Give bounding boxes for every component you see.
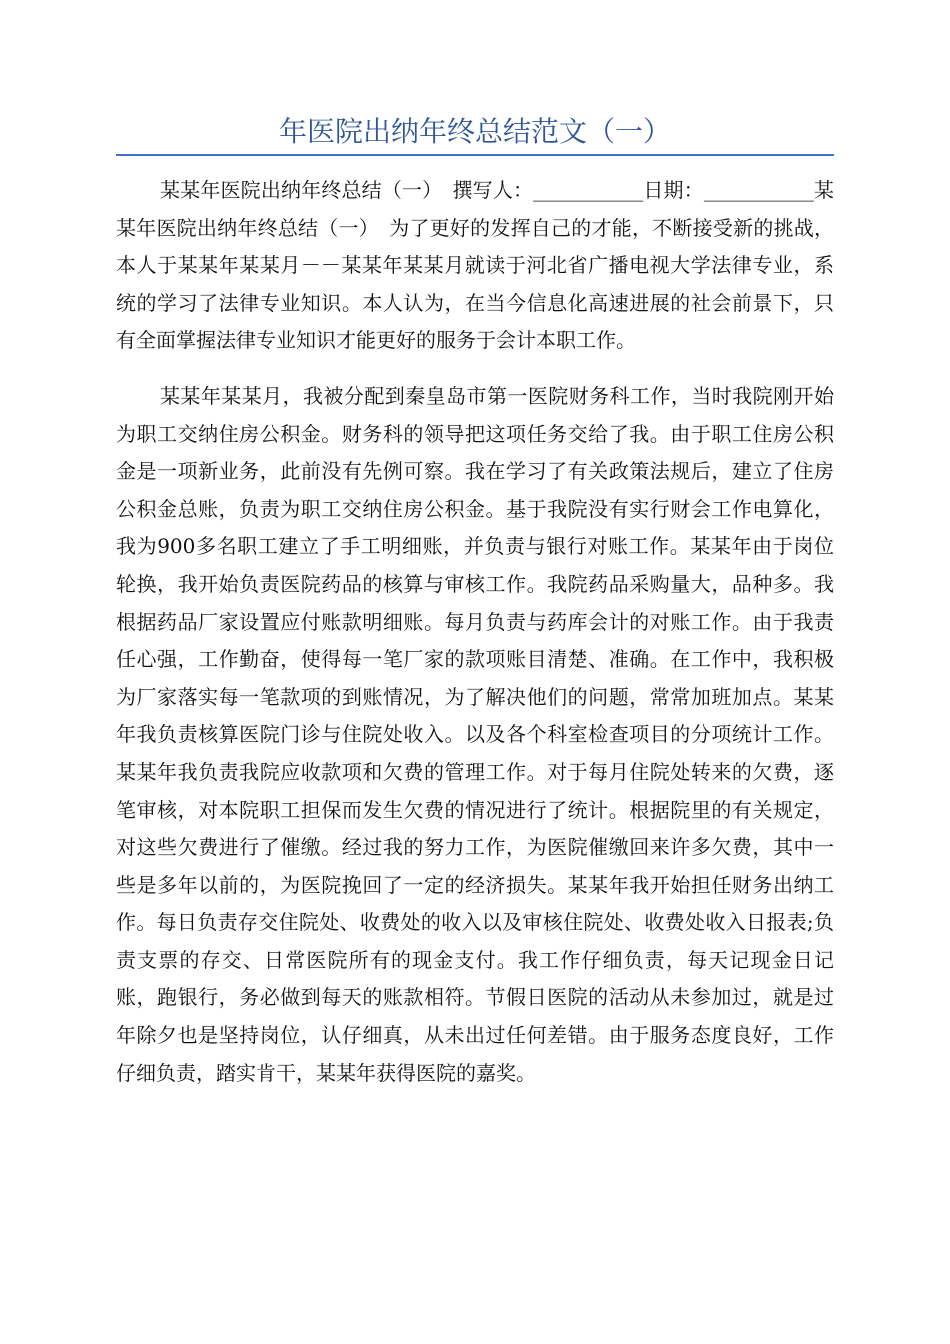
document-body xyxy=(116,172,834,1092)
title-underline xyxy=(116,154,834,156)
paragraph-work-history: 某某年某某月，我被分配到秦皇岛市第一医院财务科工作，当时我院刚开始为职工交纳住房公积金。财务科的领导把这项任务交给了我。由于职工住房公积金是一项新业务，此前没有先例可察。我在学习了有关政策法规后，建立了住房公积金总账，负责为职工交纳住房公积金。基于我院没有实行财会工作电算化，我为900多名职工建立了手工明细账，并负责与银行对账工作。某某年由于岗位轮换，我开始负责医院药品的核算与审核工作。我院药品采购量大，品种多。我根据药品厂家设置应付账款明细账。每月负责与药库会计的对账工作。由于我责任心强，工作勤奋，使得每一笔厂家的款项账目清楚、准确。在工作中，我积极为厂家落实每一笔款项的到账情况，为了解决他们的问题，常常加班加点。某某年我负责核算医院门诊与住院处收入。以及各个科室检查项目的分项统计工作。某某年我负责我院应收款项和欠费的管理工作。对于每月住院处转来的欠费，逐笔审核，对本院职工担保而发生欠费的情况进行了统计。根据院里的有关规定，对这些欠费进行了催缴。经过我的努力工作，为医院催缴回来许多欠费，其中一些是多年以前的，为医院挽回了一定的经济损失。某某年我开始担任财务出纳工作。每日负责存交住院处、收费处的收入以及审核住院处、收费处收入日报表;负责支票的存交、日常医院所有的现金支付。我工作仔细负责，每天记现金日记账，跑银行，务必做到每天的账款相符。节假日医院的活动从未参加过，就是过年除夕也是坚持岗位，认仔细真，从未出过任何差错。由于服务态度良好，工作仔细负责，踏实肯干，某某年获得医院的嘉奖。 xyxy=(116,383,834,1085)
paragraph-intro: 某某年医院出纳年终总结（一） 撰写人：___________日期：___________某某年医院出纳年终总结（一） 为了更好的发挥自己的才能，不断接受新的挑战，本人于某某年某某月－－某某年某某月就读于河北省广播电视大学法律专业，系统的学习了法律专业知识。本人认为，在当今信息化高速进展的社会前景下，只有全面掌握法律专业知识才能更好的服务于会计本职工作。 xyxy=(116,178,834,353)
document-title: 年医院出纳年终总结范文（一） xyxy=(278,115,671,148)
